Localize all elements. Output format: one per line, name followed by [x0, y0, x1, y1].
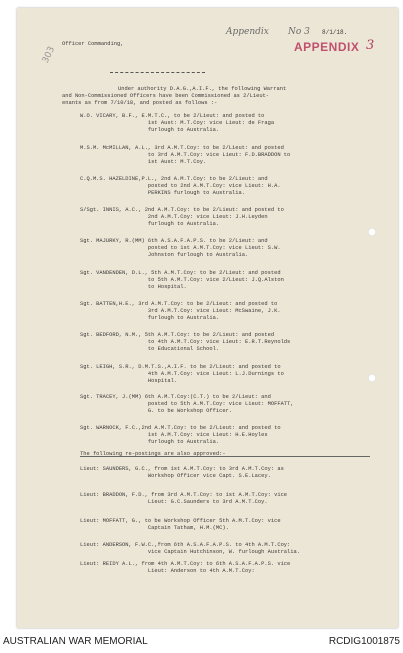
- commission-entry-line: furlough to Australia.: [80, 221, 220, 227]
- commission-entry-line: to 3rd A.M.T.Coy: vice Lieut: F.D.BRADDON to: [80, 152, 291, 158]
- appendix-stamp: APPENDIX: [294, 40, 360, 54]
- commission-entry-line: G. to be Workshop Officer.: [80, 408, 233, 414]
- commission-entry-line: 1st Aust: M.T.Coy: vice Lieut: de Fraga: [80, 120, 275, 126]
- intro-line: Under authority D.A.G.,A.I.F., the following Warrant: [118, 86, 287, 92]
- commission-entry-line: Sgt. BEDFORD, N.M., 5th A.M.T.Coy: to be 2/Lieut: and posted: [80, 332, 275, 338]
- reposting-line: Lieut: ANDERSON, F.W.C.,from 6th A.S.A.F.A.P.S. to 4th A.M.T.Coy:: [80, 542, 291, 548]
- reposting-line: Lieut: G.C.Saunders to 3rd A.M.T.Coy.: [80, 499, 268, 505]
- commission-entry-line: furlough to Australia.: [80, 315, 220, 321]
- recipient-line: Officer Commanding,: [62, 41, 124, 47]
- reposting-line: vice Captain Hutchinson, W. furlough Australia.: [80, 549, 300, 555]
- punch-hole: [368, 228, 376, 236]
- reposting-line: Lieut: SAUNDERS, G.C., from 1st A.M.T.Coy: to 3rd A.M.T.Coy: as: [80, 466, 284, 472]
- reposting-line: Lieut: BRADDON, F.D., from 3rd A.M.T.Coy: to 1st A.M.T.Coy: vice: [80, 492, 288, 498]
- repostings-heading: The following re-postings are also approved:-: [80, 451, 226, 457]
- commission-entry-line: Sgt. VANDENDEN, D.L., 5th A.M.T.Coy: to be 2/Lieut: and posted: [80, 270, 281, 276]
- commission-entry-line: 1st Aust: M.T.Coy.: [80, 159, 207, 165]
- commission-entry-line: S/Sgt. INNIS, A.C., 2nd A.M.T.Coy: to be 2/Lieut: and posted to: [80, 207, 284, 213]
- commission-entry-line: posted to 2nd A.M.T.Coy: vice Lieut: H.A.: [80, 183, 281, 189]
- margin-number: 303: [40, 45, 58, 65]
- commission-entry-line: to 4th A.M.T.Coy: vice Lieut: E.R.T.Reynolds: [80, 339, 291, 345]
- commission-entry-line: Sgt. TRACEY, J.(MM) 6th A.M.T.Coy:(C.T.) to be 2/Lieut: and: [80, 394, 271, 400]
- reposting-line: Captain Tatham, H.M.(MC).: [80, 525, 229, 531]
- commission-entry-line: PERKINS furlough to Australia.: [80, 190, 245, 196]
- commission-entry-line: M.S.M. McMILLAN, A.L., 3rd A.M.T.Coy: to be 2/Lieut: and posted: [80, 145, 284, 151]
- commission-entry-line: furlough to Australia.: [80, 127, 220, 133]
- handwritten-appendix: Appendix: [226, 27, 269, 37]
- footer-id: RCDIG1001875: [328, 636, 400, 647]
- commission-entry-line: furlough to Australia.: [80, 439, 220, 445]
- commission-entry-line: 4th A.M.T.Coy: vice Lieut: L.J.Durnings to: [80, 371, 284, 377]
- commission-entry-line: C.Q.M.S. HAZELDINE,P.L., 2nd A.M.T.Coy: to be 2/Lieut: and: [80, 176, 268, 182]
- commission-entry-line: Sgt. BATTEN,H.E., 3rd A.M.T.Coy: to be 2/Lieut: and posted to: [80, 301, 278, 307]
- reposting-line: Lieut: MOFFATT, G., to be Workshop Officer 5th A.M.T.Coy: vice: [80, 518, 281, 524]
- document-date: 8/1/18.: [322, 29, 348, 36]
- footer-source: AUSTRALIAN WAR MEMORIAL: [3, 636, 148, 647]
- heading-underline: [80, 456, 370, 457]
- commission-entry-line: Hospital.: [80, 378, 178, 384]
- reposting-line: Lieut: REIDY A.L., from 4th A.M.T.Coy: to 6th A.S.A.F.A.P.S. vice: [80, 561, 291, 567]
- intro-line: and Non-Commissioned Officers have been Commissioned as 2/Lieut-: [62, 93, 270, 99]
- commission-entry-line: posted to 1st A.M.T.Coy: vice Lieut: S.W.: [80, 245, 281, 251]
- commission-entry-line: posted to 5th A.M.T.Coy: vice Lieut: MOFFATT,: [80, 401, 294, 407]
- commission-entry-line: 2nd A.M.T.Coy: vice Lieut: J.H.Leyden: [80, 214, 268, 220]
- handwritten-number: No 3: [288, 27, 310, 37]
- commission-entry-line: 1st A.M.T.Coy: vice Lieut: H.E.Hoyles: [80, 432, 268, 438]
- reposting-line: Workshop Officer vice Capt. S.E.Lacey.: [80, 473, 271, 479]
- punch-hole: [368, 374, 376, 382]
- reposting-line: Lieut: Anderson to 4th A.M.T.Coy:: [80, 568, 255, 574]
- commission-entry-line: to 5th A.M.T.Coy: vice 2/Lieut: J.Q.Alston: [80, 277, 284, 283]
- commission-entry-line: W.O. VICARY, B.F., E.M.T.C., to be 2/Lieut: and posted to: [80, 113, 265, 119]
- commission-entry-line: to Hospital.: [80, 284, 187, 290]
- commission-entry-line: to Educational School.: [80, 346, 220, 352]
- intro-line: enants as from 7/10/18, and posted as follows :-: [62, 100, 218, 106]
- commission-entry-line: Sgt. LEIGH, S.R., D.M.T.S.,A.I.F. to be 2/Lieut: and posted to: [80, 364, 281, 370]
- separator-line: [110, 72, 205, 73]
- commission-entry-line: 3rd A.M.T.Coy: vice Lieut: McSwaine, J.K.: [80, 308, 281, 314]
- commission-entry-line: Sgt. MAJURKY, R.(MM) 6th A.S.A.F.A.P.S. to be 2/Lieut: and: [80, 238, 268, 244]
- commission-entry-line: Johnston furlough to Australia.: [80, 252, 249, 258]
- commission-entry-line: Sgt. WARNOCK, F.C.,2nd A.M.T.Coy: to be 2/Lieut: and posted to: [80, 425, 281, 431]
- stamp-number: 3: [366, 38, 375, 53]
